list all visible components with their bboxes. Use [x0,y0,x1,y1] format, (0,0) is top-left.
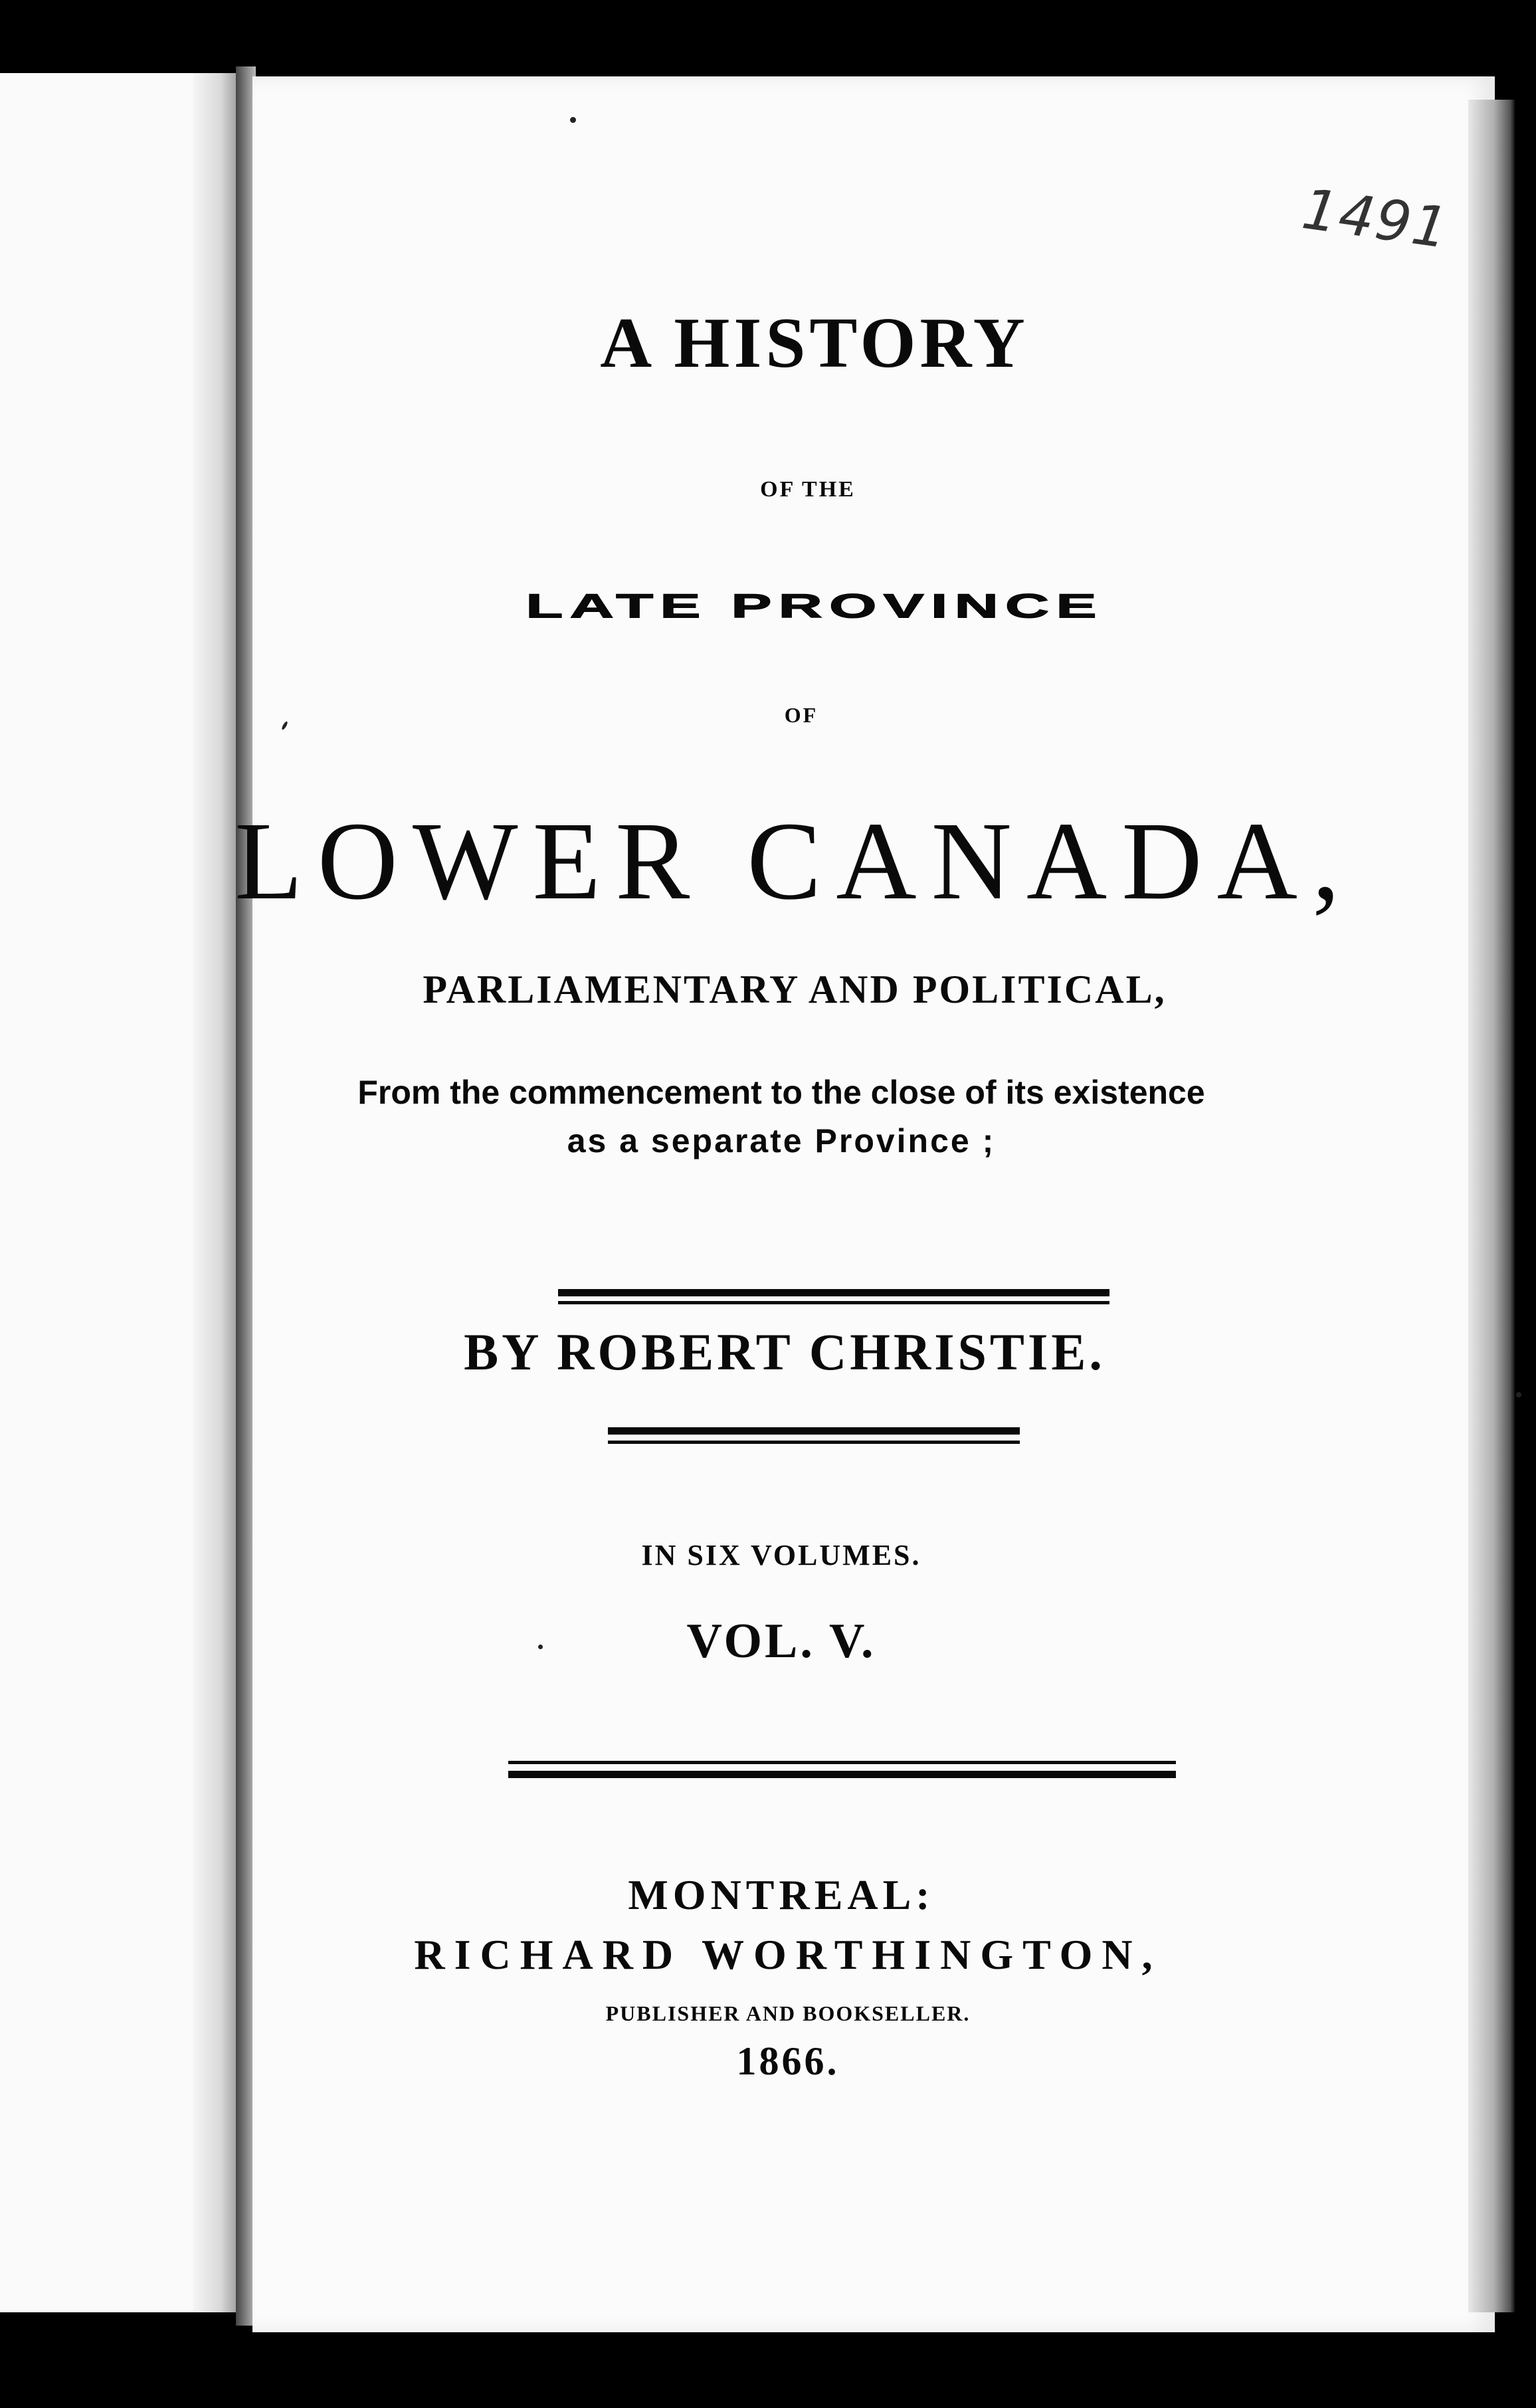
author: BY ROBERT CHRISTIE. [464,1323,1105,1381]
page-edge-shadow [1468,100,1515,2312]
decorative-rule [608,1441,1020,1444]
subtitle: From the commencement to the close of its existence [357,1074,1205,1111]
decorative-rule [508,1761,1176,1764]
imprint-publisher: RICHARD WORTHINGTON, [414,1931,1162,1978]
subtitle: PARLIAMENTARY AND POLITICAL, [423,967,1167,1011]
title-page [252,76,1495,2332]
decorative-rule [558,1301,1109,1304]
title-line: A HISTORY [600,304,1029,383]
decorative-rule [508,1771,1176,1778]
handwritten-number: 1491 [1298,176,1454,261]
decorative-rule [608,1427,1020,1435]
imprint-publisher-role: PUBLISHER AND BOOKSELLER. [605,2001,971,2025]
decorative-rule [558,1289,1109,1296]
volume-count: IN SIX VOLUMES. [641,1539,921,1571]
ink-speck [570,117,576,123]
ink-speck [1516,1392,1521,1397]
volume-number: VOL. V. [686,1614,876,1668]
title-connector: OF [784,703,818,727]
imprint-city: MONTREAL: [628,1871,935,1918]
main-title: LOWER CANADA, [235,799,1355,923]
title-connector: OF THE [760,477,856,502]
subtitle: as a separate Province ; [567,1122,996,1159]
imprint-year: 1866. [736,2039,840,2083]
title-line: LATE PROVINCE [526,587,1104,625]
